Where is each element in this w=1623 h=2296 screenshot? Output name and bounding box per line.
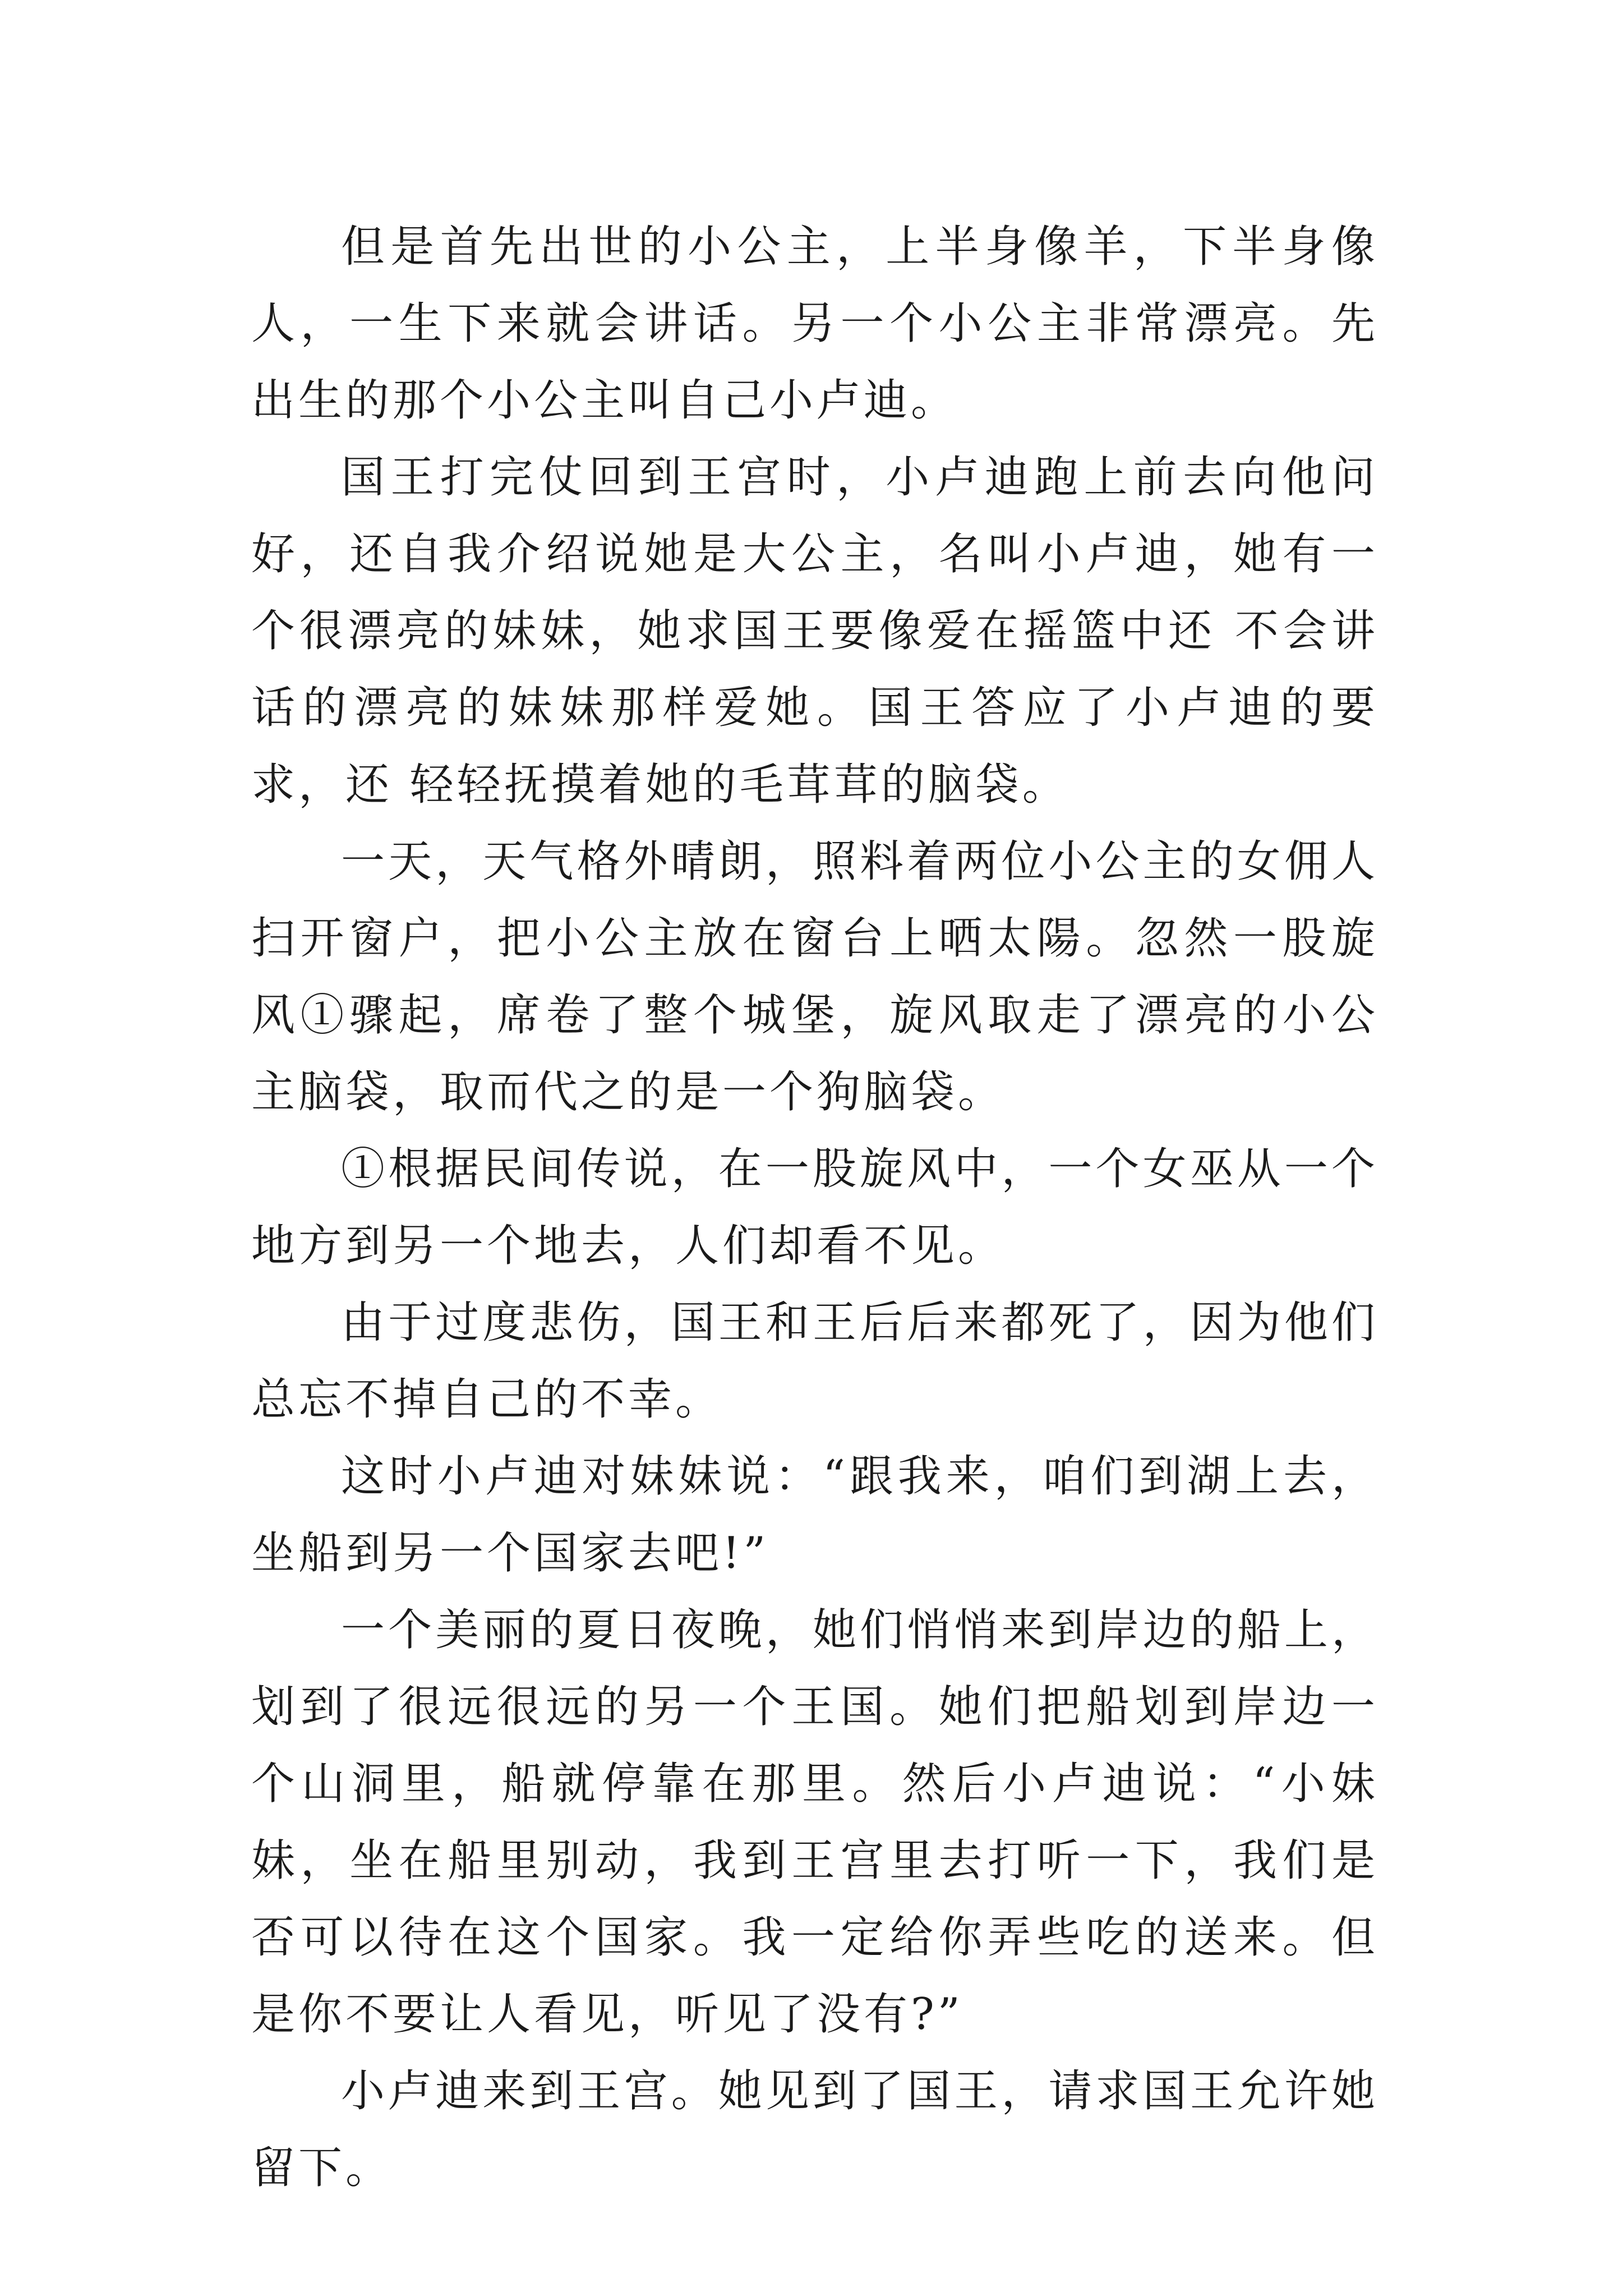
paragraph: 但是首先出世的小公主，上半身像羊，下半身像人，一生下来就会讲话。另一个小公主非常漂亮。先出生的那个小公主叫自己小卢迪。: [251, 222, 1378, 426]
paragraph: 这时小卢迪对妹妹说：“跟我来，咱们到湖上去，坐船到另一个国家去吧!”: [251, 1451, 1378, 1579]
paragraph: 由于过度悲伤，国王和王后后来都死了，因为他们总忘不掉自己的不幸。: [251, 1297, 1378, 1425]
paragraph: 一天，天气格外晴朗，照料着两位小公主的女佣人扫开窗户，把小公主放在窗台上晒太陽。忽然一股旋风①骤起，席卷了整个城堡，旋风取走了漂亮的小公主脑袋，取而代之的是一个狗脑袋。: [251, 836, 1378, 1117]
paragraph: 国王打完仗回到王宫时，小卢迪跑上前去向他问好，还自我介绍说她是大公主，名叫小卢迪，她有一个很漂亮的妹妹，她求国王要像爱在摇篮中还 不会讲话的漂亮的妹妹那样爱她。国王答应了小卢迪的要求，还 轻轻抚摸着她的毛茸茸的脑袋。: [251, 452, 1378, 810]
footnote-paragraph: ①根据民间传说，在一股旋风中，一个女巫从一个地方到另一个地去，人们却看不见。: [251, 1144, 1378, 1271]
paragraph: 小卢迪来到王宫。她见到了国王，请求国王允许她留下。: [251, 2066, 1378, 2193]
paragraph: 一个美丽的夏日夜晚，她们悄悄来到岸边的船上，划到了很远很远的另一个王国。她们把船划到岸边一个山洞里，船就停靠在那里。然后小卢迪说：“小妹妹，坐在船里别动，我到王宫里去打听一下，我们是否可以待在这个国家。我一定给你弄些吃的送来。但是你不要让人看见，听见了没有?”: [251, 1605, 1378, 2040]
story-text: [251, 209, 1378, 2207]
